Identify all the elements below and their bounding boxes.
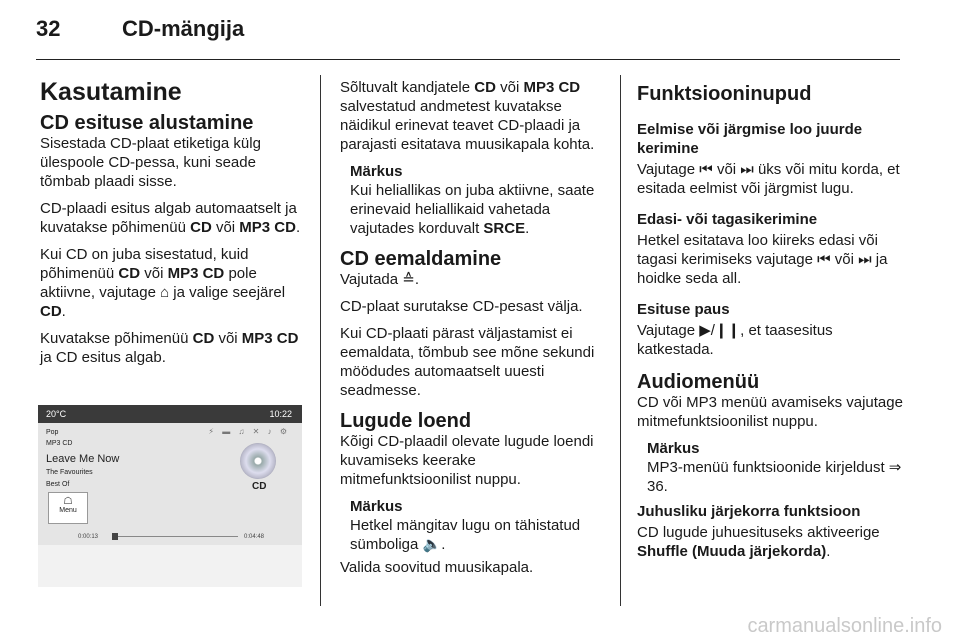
paragraph: Kui CD on juba sisestatud, kuid põhimenüü CD või MP3 CD pole aktiivne, vajutage ⌂ ja valige seejärel CD. <box>40 246 286 320</box>
column-divider-1 <box>320 75 321 606</box>
page-number: 32 <box>36 16 61 41</box>
screen-status-bar <box>38 405 302 423</box>
note-box <box>350 497 606 554</box>
note-text: Kui heliallikas on juba aktiivne, saate erinevaid heliallikaid vahetada vajutades korduvalt SRCE. <box>350 182 595 237</box>
subsection-cd-remove: CD eemaldamine <box>340 248 502 270</box>
column-3 <box>637 70 912 569</box>
screen-track-title: Leave Me Now <box>46 453 120 465</box>
paragraph: Hetkel esitatava loo kiireks edasi või tagasi kerimiseks vajutage ⏮ või ⏭ ja hoidke seda all. <box>637 232 888 287</box>
watermark: carmanualsonline.info <box>747 615 942 637</box>
screen-genre: Pop <box>46 429 59 436</box>
cd-player-screen-image <box>38 405 302 587</box>
paragraph: Kõigi CD-plaadil olevate lugude loendi kuvamiseks keerake mitmefunktsioonilist nuppu. <box>340 433 594 488</box>
section-title-function-buttons: Funktsiooninupud <box>637 83 812 105</box>
screen-artist: The Favourites <box>46 469 93 476</box>
note-title: Märkus <box>350 163 403 180</box>
home-icon: ⌂ <box>160 284 170 301</box>
screen-status-icons: ⚡ ▬ ♫ ✕ ♪ ⚙ <box>208 427 290 436</box>
note-text: MP3-menüü funktsioonide kirjeldust ⇒ 36. <box>647 459 902 495</box>
note-box <box>647 439 912 496</box>
subsection-cd-start: CD esituse alustamine <box>40 112 254 134</box>
paragraph: Vajutada ≙. <box>340 271 420 288</box>
screen-clock: 10:22 <box>269 409 292 419</box>
subheading-pause: Esituse paus <box>637 301 730 318</box>
header-rule <box>36 59 900 60</box>
page-header <box>36 16 926 56</box>
paragraph: CD-plaadi esitus algab automaatselt ja kuvatakse põhimenüü CD või MP3 CD. <box>40 200 301 236</box>
note-title: Märkus <box>647 440 700 457</box>
note-box <box>350 162 606 238</box>
note-text: Hetkel mängitav lugu on tähistatud sümboliga 🔈. <box>350 517 581 553</box>
cd-disc-icon <box>240 443 276 479</box>
subsection-audio-menu: Audiomenüü <box>637 371 760 393</box>
paragraph: CD-plaat surutakse CD-pesast välja. <box>340 298 583 315</box>
column-1 <box>40 70 306 375</box>
time-elapsed: 0:00:13 <box>78 534 99 540</box>
paragraph: Sõltuvalt kandjatele CD või MP3 CD salvestatud andmetest kuvatakse näidikul erinevat teavet CD-plaadi ja parajasti esitatava muusikapala kohta. <box>340 79 595 153</box>
paragraph: Kuvatakse põhimenüü CD või MP3 CD ja CD esitus algab. <box>40 330 299 366</box>
screen-cd-label: CD <box>252 481 267 492</box>
screen-album: Best Of <box>46 481 70 488</box>
progress-bar <box>112 536 238 537</box>
subheading-skip: Eelmise või järgmise loo juurde kerimine <box>637 121 863 157</box>
paragraph: Valida soovitud muusikapala. <box>340 559 534 576</box>
screen-bottom-area <box>38 545 302 587</box>
screen-temperature: 20°C <box>46 409 67 419</box>
paragraph: Vajutage ⏮ või ⏭ üks või mitu korda, et esitada eelmist või järgmist lugu. <box>637 161 900 197</box>
subheading-shuffle: Juhusliku järjekorra funktsioon <box>637 503 861 520</box>
note-title: Märkus <box>350 498 403 515</box>
paragraph: Sisestada CD-plaat etiketiga külg ülespoole CD-pessa, kuni seade tõmbab plaadi sisse. <box>40 135 261 190</box>
progress-fill <box>112 533 118 540</box>
screen-menu-button: ☖ Menu <box>48 492 88 524</box>
time-total: 0:04:48 <box>244 534 265 540</box>
subheading-seek: Edasi- või tagasikerimine <box>637 211 818 228</box>
subsection-track-list: Lugude loend <box>340 410 472 432</box>
screen-source: MP3 CD <box>46 440 73 447</box>
paragraph: CD või MP3 menüü avamiseks vajutage mitmefunktsioonilist nuppu. <box>637 394 903 430</box>
column-2 <box>340 70 606 585</box>
column-divider-2 <box>620 75 621 606</box>
chapter-title: CD-mängija <box>122 16 245 41</box>
menu-icon: ☖ <box>63 496 73 507</box>
section-title-kasutamine: Kasutamine <box>40 78 182 106</box>
paragraph: CD lugude juhuesituseks aktiveerige Shuffle (Muuda järjekorda). <box>637 524 880 560</box>
paragraph: Kui CD-plaati pärast väljastamist ei eemaldata, tõmbub see mõne sekundi möödudes automaatselt uuesti seadmesse. <box>340 325 595 399</box>
paragraph: Vajutage ▶/❙❙, et taasesitus katkestada. <box>637 322 833 358</box>
